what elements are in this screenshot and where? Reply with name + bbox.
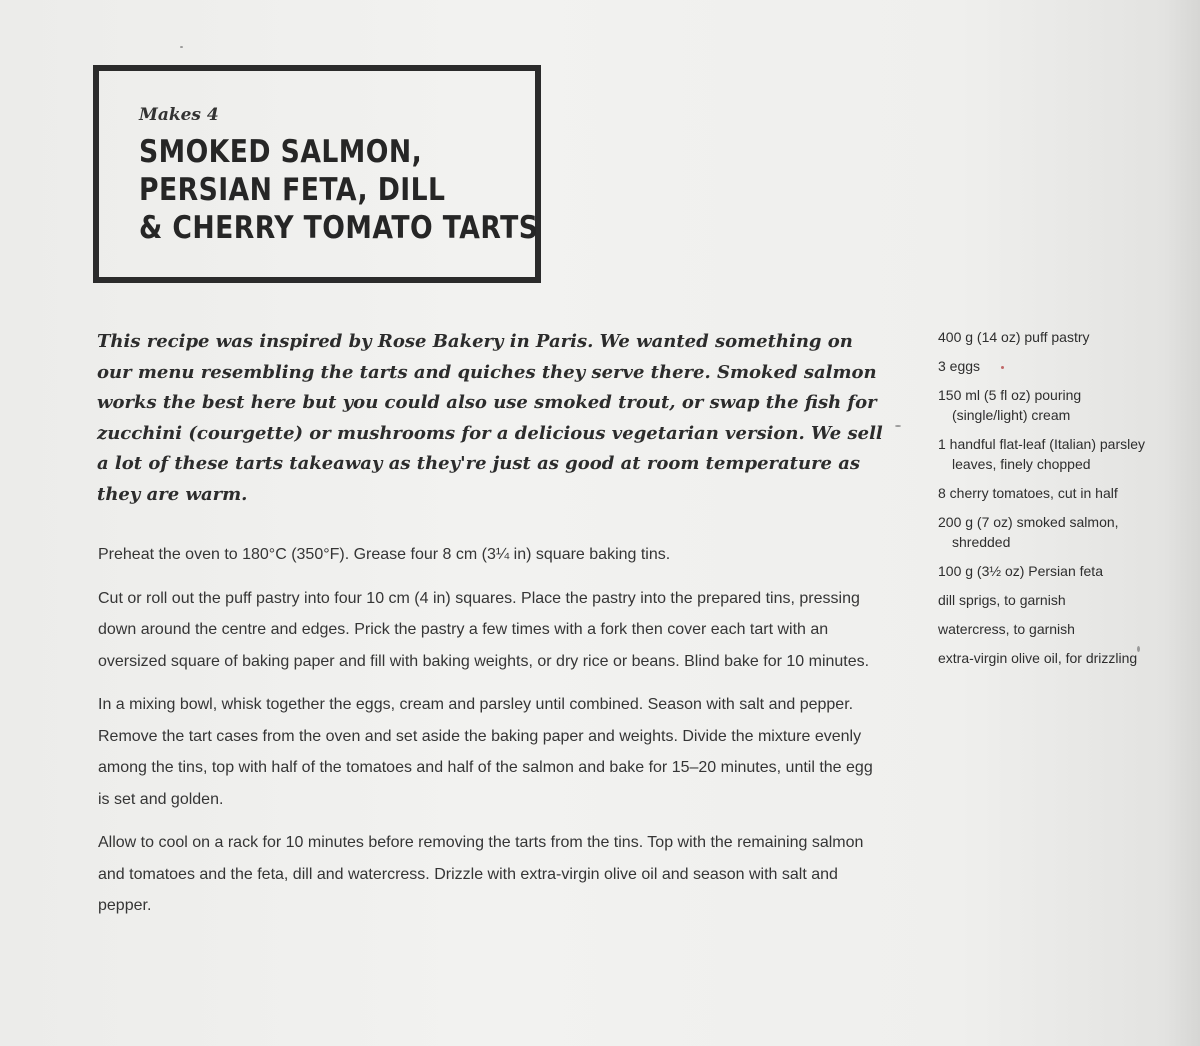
method-section <box>98 539 878 934</box>
title-box <box>93 65 541 283</box>
method-step: Allow to cool on a rack for 10 minutes before removing the tarts from the tins. Top with the remaining salmon and tomatoes and the feta, dill and watercress. Drizzle with extra-virgin olive oil and season with salt and pepper. <box>98 834 864 914</box>
ingredient-item: extra-virgin olive oil, for drizzling <box>938 650 1138 666</box>
recipe-title <box>139 133 538 247</box>
ingredient-item: watercress, to garnish <box>938 621 1075 637</box>
ingredient-item: 3 eggs <box>938 358 981 374</box>
title-line: PERSIAN FETA, DILL <box>139 172 446 208</box>
method-step: Preheat the oven to 180°C (350°F). Grease four 8 cm (3¼ in) square baking tins. <box>98 546 671 563</box>
recipe-yield: Makes 4 <box>139 105 219 125</box>
method-step: In a mixing bowl, whisk together the eggs, cream and parsley until combined. Season with salt and pepper. Remove the tart cases from the oven and set aside the baking paper and weights. Divide the mixture evenly among the tins, top with half of the tomatoes and half of the salmon and bake for 15–20 minutes, until the egg is set and golden. <box>98 696 873 808</box>
title-line: & CHERRY TOMATO TARTS <box>139 210 539 246</box>
ingredient-item: 200 g (7 oz) smoked salmon, shredded <box>938 514 1119 550</box>
ingredient-item: 1 handful flat-leaf (Italian) parsley leaves, finely chopped <box>938 436 1145 472</box>
paper-speck <box>180 46 183 48</box>
ingredient-item: 150 ml (5 fl oz) pouring (single/light) cream <box>938 387 1082 423</box>
recipe-intro: This recipe was inspired by Rose Bakery in Paris. We wanted something on our menu resembling the tarts and quiches they serve there. Smoked salmon works the best here but you could also use smoked trout, or swap the fish for zucchini (courgette) or mushrooms for a delicious vegetarian version. We sell a lot of these tarts takeaway as they're just as good at room temperature as they are warm. <box>97 331 883 505</box>
title-line: SMOKED SALMON, <box>139 134 423 170</box>
ingredients-list <box>938 327 1153 677</box>
paper-speck <box>1137 646 1140 652</box>
ingredient-item: 400 g (14 oz) puff pastry <box>938 329 1090 345</box>
paper-speck <box>1001 366 1004 369</box>
ingredient-item: dill sprigs, to garnish <box>938 592 1066 608</box>
ingredient-item: 100 g (3½ oz) Persian feta <box>938 563 1103 579</box>
ingredient-item: 8 cherry tomatoes, cut in half <box>938 485 1118 501</box>
paper-speck <box>895 425 901 427</box>
method-step: Cut or roll out the puff pastry into four 10 cm (4 in) squares. Place the pastry into the prepared tins, pressing down around the centre and edges. Prick the pastry a few times with a fork then cover each tart with an oversized square of baking paper and fill with baking weights, or dry rice or beans. Blind bake for 10 minutes. <box>98 589 870 670</box>
